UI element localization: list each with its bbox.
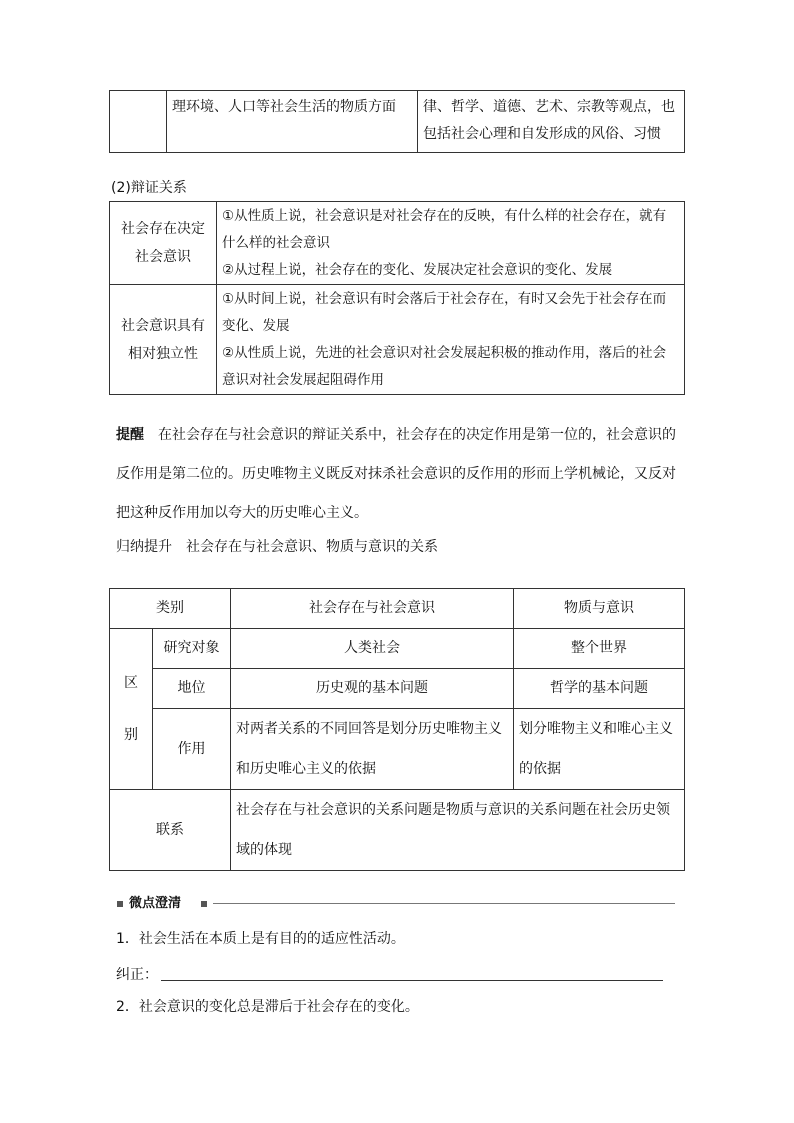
top-table-cell-material	[167, 91, 418, 153]
compare-cell: 人类社会	[231, 629, 514, 669]
clarify-item-1: 1．社会生活在本质上是有目的的适应性活动。	[116, 931, 405, 947]
correction-label: 纠正：	[116, 967, 158, 983]
dialectic-label-independent-line1: 社会意识具有	[121, 317, 205, 334]
clarify-title-end-bullet	[201, 901, 207, 907]
compare-link-content	[231, 790, 685, 871]
compare-row-label: 作用	[153, 709, 231, 790]
content-line: 变化、发展	[222, 317, 290, 334]
tip-line-3: 把这种反作用加以夸大的历史唯心主义。	[116, 505, 368, 521]
dialectic-table	[109, 201, 685, 395]
top-table-ideology-line1: 律、哲学、道德、艺术、宗教等观点，也	[423, 99, 675, 115]
compare-diff-cell	[110, 629, 153, 790]
tip-label: 提醒	[116, 427, 144, 443]
content-line: ②从过程上说，社会存在的变化、发展决定社会意识的变化、发展	[222, 261, 613, 278]
content-line: 域的体现	[236, 842, 292, 858]
content-line: ①从性质上说，社会意识是对社会存在的反映，有什么样的社会存在，就有	[222, 207, 667, 224]
compare-header-matter: 物质与意识	[514, 589, 685, 629]
section-heading: (2)辩证关系	[111, 180, 187, 196]
compare-table	[109, 588, 685, 871]
compare-link-label: 联系	[110, 790, 231, 871]
dialectic-label-decide	[110, 202, 217, 285]
dialectic-label-independent	[110, 285, 217, 395]
content-line: ①从时间上说，社会意识有时会落后于社会存在，有时又会先于社会存在而	[222, 290, 667, 307]
diff-char-1: 区	[124, 675, 138, 691]
dialectic-content-decide	[217, 202, 685, 285]
top-table	[109, 90, 685, 153]
top-table-cell-ideology	[418, 91, 685, 153]
compare-row-label: 研究对象	[153, 629, 231, 669]
clarify-title: 微点澄清	[129, 896, 182, 911]
clarify-divider	[213, 903, 675, 904]
content-line: 对两者关系的不同回答是划分历史唯物主义	[236, 721, 502, 737]
summary-label: 归纳提升	[116, 539, 172, 555]
clarify-header	[117, 897, 680, 911]
summary-title: 社会存在与社会意识、物质与意识的关系	[186, 539, 438, 555]
top-table-material-text: 理环境、人口等社会生活的物质方面	[172, 99, 396, 115]
content-line: 什么样的社会意识	[222, 234, 330, 251]
top-table-cell-empty	[110, 91, 167, 153]
dialectic-label-independent-line2: 相对独立性	[128, 345, 198, 362]
content-line: 的依据	[519, 761, 561, 777]
content-line: ②从性质上说，先进的社会意识对社会发展起积极的推动作用，落后的社会	[222, 344, 667, 361]
diff-char-2: 别	[124, 727, 138, 743]
dialectic-label-decide-line2: 社会意识	[135, 249, 191, 265]
compare-header-social: 社会存在与社会意识	[231, 589, 514, 629]
top-table-ideology-line2: 包括社会心理和自发形成的风俗、习惯	[423, 126, 661, 142]
dialectic-content-independent	[217, 285, 685, 395]
compare-cell: 历史观的基本问题	[231, 669, 514, 709]
tip-line-1	[116, 425, 676, 445]
tip-text-1: 在社会存在与社会意识的辩证关系中，社会存在的决定作用是第一位的，社会意识的	[158, 427, 676, 443]
content-line: 意识对社会发展起阻碍作用	[222, 371, 384, 388]
square-bullet-icon	[117, 901, 123, 907]
content-line: 和历史唯心主义的依据	[236, 761, 376, 777]
summary-heading	[116, 537, 438, 557]
compare-cell-role-social	[231, 709, 514, 790]
content-line: 划分唯物主义和唯心主义	[519, 721, 673, 737]
correction-answer-line[interactable]	[161, 980, 663, 981]
content-line: 社会存在与社会意识的关系问题是物质与意识的关系问题在社会历史领	[236, 802, 670, 818]
clarify-item-2: 2．社会意识的变化总是滞后于社会存在的变化。	[116, 999, 419, 1015]
compare-cell: 整个世界	[514, 629, 685, 669]
compare-row-label: 地位	[153, 669, 231, 709]
compare-cell: 哲学的基本问题	[514, 669, 685, 709]
compare-cell-role-matter	[514, 709, 685, 790]
tip-line-2: 反作用是第二位的。历史唯物主义既反对抹杀社会意识的反作用的形而上学机械论，又反对	[116, 466, 676, 482]
dialectic-label-decide-line1: 社会存在决定	[121, 221, 205, 237]
compare-header-category: 类别	[110, 589, 231, 629]
